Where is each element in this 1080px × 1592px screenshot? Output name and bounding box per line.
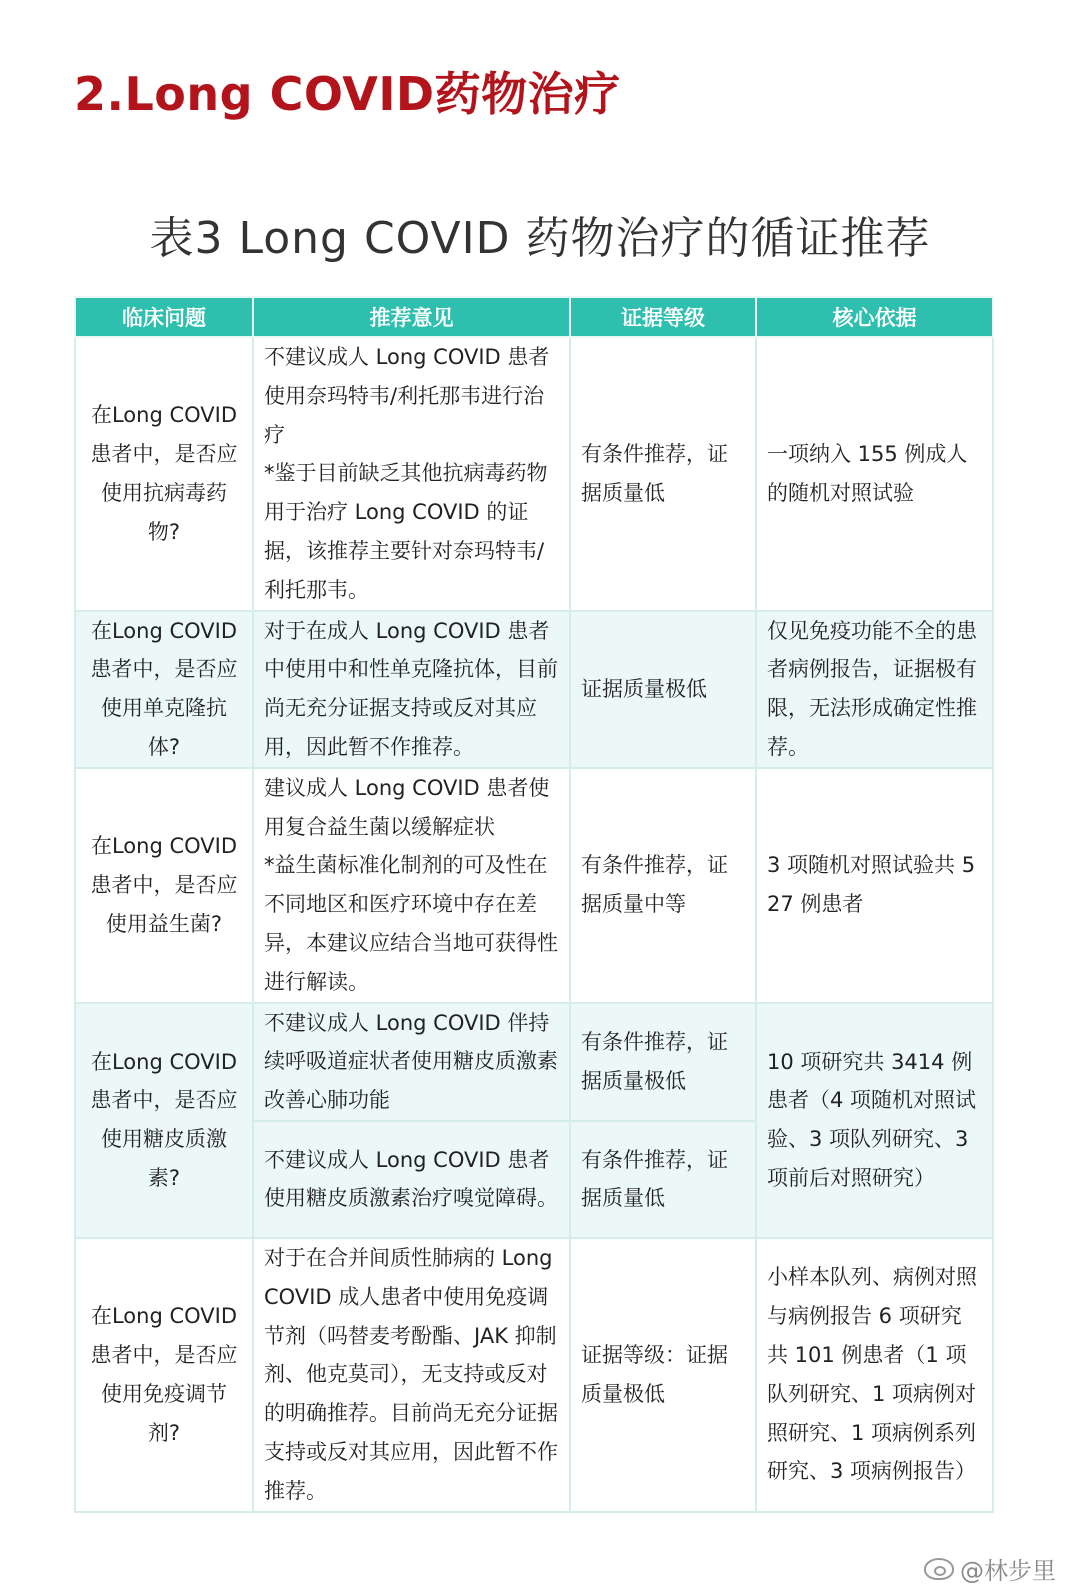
basis-cell: 3 项随机对照试验共 527 例患者 <box>756 768 993 1003</box>
recommendation-table <box>74 296 994 1513</box>
table-row-antiviral <box>75 337 993 611</box>
table-row-probiotics <box>75 768 993 1003</box>
table-row-glucocorticoid <box>75 1003 993 1121</box>
weibo-watermark <box>924 1551 1056 1586</box>
evidence-cell: 证据质量极低 <box>570 611 756 768</box>
table-row-immunomodulator <box>75 1238 993 1512</box>
evidence-cell: 有条件推荐，证据质量低 <box>570 337 756 611</box>
evidence-cell: 有条件推荐，证据质量极低 <box>570 1003 756 1121</box>
basis-cell: 小样本队列、病例对照与病例报告 6 项研究共 101 例患者（1 项队列研究、1 项病例对照研究、1 项病例系列研究、3 项病例报告） <box>756 1238 993 1512</box>
recommendation-cell: 不建议成人 Long COVID 患者使用奈玛特韦/利托那韦进行治疗 *鉴于目前缺乏其他抗病毒药物用于治疗 Long COVID 的证据，该推荐主要针对奈玛特韦/利托那韦。 <box>253 337 570 611</box>
evidence-cell: 有条件推荐，证据质量中等 <box>570 768 756 1003</box>
question-cell: 在Long COVID 患者中，是否应 使用单克隆抗 体? <box>75 611 253 768</box>
basis-cell: 仅见免疫功能不全的患者病例报告，证据极有限，无法形成确定性推荐。 <box>756 611 993 768</box>
basis-cell: 一项纳入 155 例成人的随机对照试验 <box>756 337 993 611</box>
recommendation-cell: 建议成人 Long COVID 患者使用复合益生菌以缓解症状 *益生菌标准化制剂的可及性在不同地区和医疗环境中存在差异，本建议应结合当地可获得性进行解读。 <box>253 768 570 1003</box>
basis-cell: 10 项研究共 3414 例患者（4 项随机对照试验、3 项队列研究、3 项前后对照研究） <box>756 1003 993 1238</box>
recommendation-cell: 对于在合并间质性肺病的 Long COVID 成人患者中使用免疫调节剂（吗替麦考酚酯、JAK 抑制剂、他克莫司），无支持或反对的明确推荐。目前尚无充分证据支持或反对其应用，因此暂不作推荐。 <box>253 1238 570 1512</box>
header-core-basis: 核心依据 <box>756 297 993 337</box>
header-row <box>75 297 993 337</box>
recommendation-cell: 对于在成人 Long COVID 患者中使用中和性单克隆抗体，目前尚无充分证据支持或反对其应用，因此暂不作推荐。 <box>253 611 570 768</box>
question-cell: 在Long COVID 患者中，是否应 使用抗病毒药 物? <box>75 337 253 611</box>
question-cell: 在Long COVID 患者中，是否应 使用益生菌? <box>75 768 253 1003</box>
recommendation-cell: 不建议成人 Long COVID 伴持续呼吸道症状者使用糖皮质激素改善心肺功能 <box>253 1003 570 1121</box>
evidence-cell: 证据等级：证据质量极低 <box>570 1238 756 1512</box>
section-title: 2.Long COVID药物治疗 <box>74 67 621 121</box>
weibo-icon <box>924 1558 954 1580</box>
header-evidence-level: 证据等级 <box>570 297 756 337</box>
table-row-monoclonal <box>75 611 993 768</box>
evidence-cell: 有条件推荐，证据质量低 <box>570 1121 756 1238</box>
header-clinical-question: 临床问题 <box>75 297 253 337</box>
recommendation-cell: 不建议成人 Long COVID 患者使用糖皮质激素治疗嗅觉障碍。 <box>253 1121 570 1238</box>
table-title: 表3 Long COVID 药物治疗的循证推荐 <box>149 213 931 264</box>
question-cell: 在Long COVID 患者中，是否应 使用免疫调节 剂? <box>75 1238 253 1512</box>
question-cell: 在Long COVID 患者中，是否应 使用糖皮质激 素? <box>75 1003 253 1238</box>
watermark-text: @林步里 <box>960 1557 1056 1585</box>
header-recommendation: 推荐意见 <box>253 297 570 337</box>
